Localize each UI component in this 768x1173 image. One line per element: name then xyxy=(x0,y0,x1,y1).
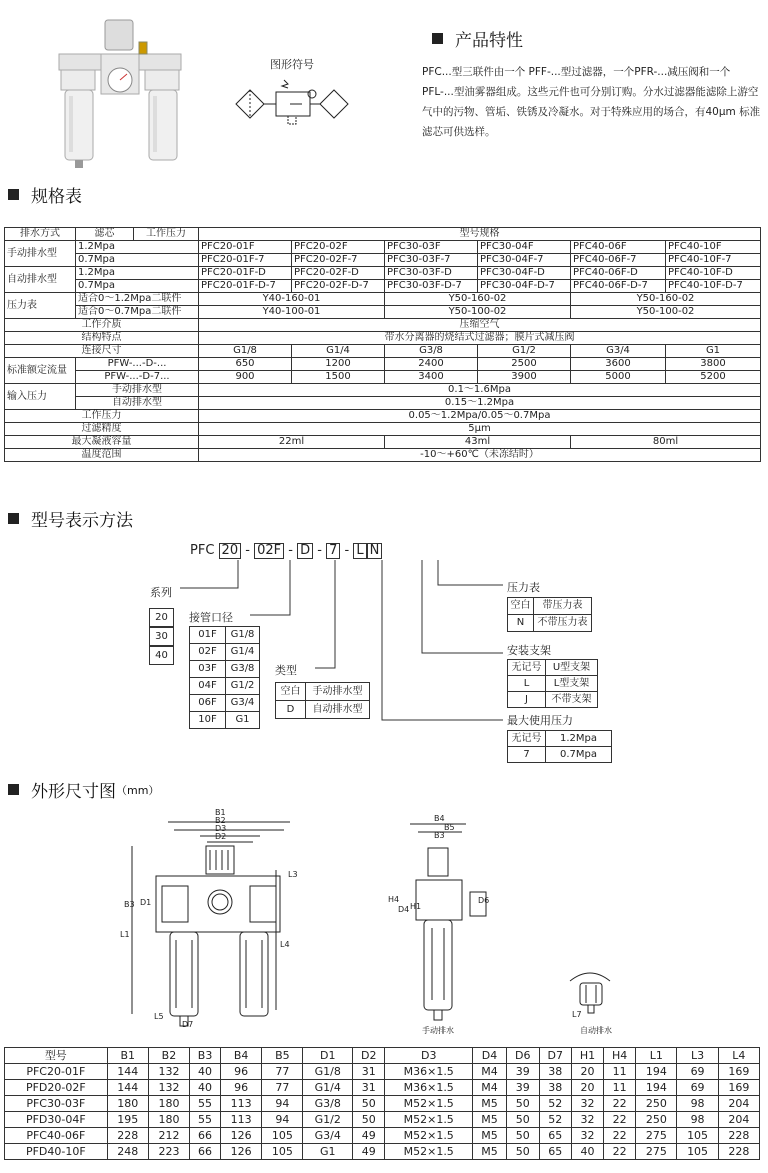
dims-cell: 132 xyxy=(148,1080,189,1096)
series-cell: 30 xyxy=(149,627,174,646)
manual-drain-label: 手动排水 xyxy=(422,1026,454,1035)
dims-cell: 228 xyxy=(718,1128,759,1144)
dims-cell: 105 xyxy=(677,1128,718,1144)
dims-cell: 39 xyxy=(507,1064,539,1080)
dims-cell: 22 xyxy=(604,1144,636,1160)
dims-cell: 180 xyxy=(148,1112,189,1128)
table-row: PFW-...-D-7... 900 1500 3400 3900 5000 5200 xyxy=(5,371,761,384)
dims-cell: 49 xyxy=(353,1144,385,1160)
dims-cell: 194 xyxy=(636,1064,677,1080)
dim-label: L1 xyxy=(120,930,130,939)
dims-cell: 38 xyxy=(539,1064,571,1080)
dims-cell: 275 xyxy=(636,1128,677,1144)
dims-cell: 40 xyxy=(190,1080,221,1096)
dims-cell: 126 xyxy=(221,1128,262,1144)
dims-cell: G3/8 xyxy=(303,1096,353,1112)
dims-cell: 94 xyxy=(262,1096,303,1112)
dimension-drawing xyxy=(110,800,530,1040)
dims-cell: 65 xyxy=(539,1128,571,1144)
table-row: 0.7Mpa PFC20-01F-D-7 PFC20-02F-D-7 PFC30-03F-D-7 PFC30-04F-D-7 PFC40-06F-D-7 PFC40-10F-D-7 xyxy=(5,280,761,293)
table-row: 0.7Mpa PFC20-01F-7 PFC20-02F-7 PFC30-03F-7 PFC30-04F-7 PFC40-06F-7 PFC40-10F-7 xyxy=(5,254,761,267)
dims-cell: 96 xyxy=(221,1080,262,1096)
dims-header-cell: D3 xyxy=(385,1048,473,1064)
table-row xyxy=(5,1080,760,1096)
bracket-table: 无记号 U型支架 L L型支架 J 不带支架 xyxy=(507,659,598,708)
dims-cell: 228 xyxy=(718,1144,759,1160)
dims-cell: M5 xyxy=(472,1144,506,1160)
dim-label: D1 xyxy=(140,898,152,907)
table-row: 温度范围 -10～+60℃（未冻结时） xyxy=(5,449,761,462)
series-cell: 40 xyxy=(149,646,174,665)
dim-label: H1 xyxy=(410,902,422,911)
dims-cell: M36×1.5 xyxy=(385,1080,473,1096)
dim-label: L4 xyxy=(280,940,290,949)
series-label: 系列 xyxy=(150,586,172,599)
dim-label: D7 xyxy=(182,1020,194,1029)
dims-cell: 50 xyxy=(353,1096,385,1112)
dims-cell: 194 xyxy=(636,1080,677,1096)
auto-drain-label: 自动排水 xyxy=(580,1026,612,1035)
dims-cell: 11 xyxy=(604,1064,636,1080)
dims-cell: M5 xyxy=(472,1096,506,1112)
dim-label: B5 xyxy=(444,823,455,832)
type-label: 类型 xyxy=(275,664,297,677)
dims-cell: M5 xyxy=(472,1128,506,1144)
table-row: 压力表 适合0～1.2Mpa二联件 Y40-160-01 Y50-160-02 Y50-160-02 xyxy=(5,293,761,306)
dims-cell: 69 xyxy=(677,1064,718,1080)
dims-heading: 外形尺寸图 （mm） xyxy=(8,777,159,802)
dims-cell: 275 xyxy=(636,1144,677,1160)
dims-cell: 32 xyxy=(571,1112,603,1128)
dims-cell: 32 xyxy=(571,1128,603,1144)
dims-cell: 40 xyxy=(571,1144,603,1160)
dims-cell: M4 xyxy=(472,1064,506,1080)
dims-cell: 248 xyxy=(107,1144,148,1160)
gauge-table: 空白 带压力表 N 不带压力表 xyxy=(507,597,592,632)
dims-cell: 52 xyxy=(539,1096,571,1112)
table-row: 工作压力 0.05～1.2Mpa/0.05～0.7Mpa xyxy=(5,410,761,423)
dims-header-cell: D1 xyxy=(303,1048,353,1064)
dims-header-cell: B5 xyxy=(262,1048,303,1064)
dims-cell: 180 xyxy=(148,1096,189,1112)
bracket-label: 安装支架 xyxy=(507,644,551,657)
dims-cell: 55 xyxy=(190,1096,221,1112)
dims-cell: PFC30-03F xyxy=(5,1096,108,1112)
dims-cell: 105 xyxy=(677,1144,718,1160)
dims-cell: 169 xyxy=(718,1064,759,1080)
table-row xyxy=(5,1144,760,1160)
features-heading: 产品特性 xyxy=(432,26,523,51)
dims-cell: 126 xyxy=(221,1144,262,1160)
dims-cell: 50 xyxy=(507,1112,539,1128)
dims-header-cell: D7 xyxy=(539,1048,571,1064)
dims-cell: 40 xyxy=(190,1064,221,1080)
spec-table: 排水方式 滤芯 工作压力 型号规格 手动排水型 1.2Mpa PFC20-01F PFC20-02F PFC30-03F PFC30-04F PFC40-06F PFC40-10F 0.7Mpa PFC20-01F-7 PFC20-02F-7 PFC30-03F-7 PFC30-04F-7 PFC40-06F-7 PFC40-10F-7 自动排水型 1.2Mpa PFC20-01F-D PFC20-02F-D PFC30-03F-D PFC30-04F-D PFC40-06F-D PFC40-10F-D 0.7Mpa PFC20-01F-D-7 PFC20-02F-D-7 PFC30-03F-D-7 PFC30-04F-D-7 PFC40-06F-D-7 PFC40-10F-D-7 压力表 适合0～1.2Mpa二联件 Y40-160-01 Y50-160-02 Y50-160-02 适合0～0.7Mpa二联件 Y40-100-01 Y50-100-02 Y50-100-02 工作介质 压缩空气 结构特点 带水分离器的烧结式过滤器；膜片式减压阀 连接尺寸 G1/8 G1/4 G3/8 G1/2 G3/4 G1 标准额定流量 PFW-...-D-... 650 1200 2400 2500 3600 3800 PFW-...-D-7... 900 1500 3400 3900 5000 5200 输入压力 手动排水型 0.1～1.6Mpa 自动排水型 0.15～1.2Mpa 工作压力 0.05～1.2Mpa/0.05～0.7Mpa 过滤精度 5μm 最大凝液容量 22ml 43ml 80ml 温度范围 -10～+60℃（未冻结时） xyxy=(4,227,761,462)
table-row xyxy=(5,1064,760,1080)
table-row: 标准额定流量 PFW-...-D-... 650 1200 2400 2500 3600 3800 xyxy=(5,358,761,371)
dims-cell: 144 xyxy=(107,1080,148,1096)
dims-cell: M52×1.5 xyxy=(385,1144,473,1160)
dims-header-cell: D2 xyxy=(353,1048,385,1064)
table-row: 适合0～0.7Mpa二联件 Y40-100-01 Y50-100-02 Y50-100-02 xyxy=(5,306,761,319)
dim-label: D6 xyxy=(478,896,490,905)
dims-cell: M36×1.5 xyxy=(385,1064,473,1080)
dims-cell: 66 xyxy=(190,1128,221,1144)
dims-header-cell: D6 xyxy=(507,1048,539,1064)
dims-cell: 195 xyxy=(107,1112,148,1128)
dims-cell: PFD20-02F xyxy=(5,1080,108,1096)
dims-header-cell: 型号 xyxy=(5,1048,108,1064)
dims-cell: 22 xyxy=(604,1112,636,1128)
pneumatic-symbol xyxy=(232,76,354,128)
dims-cell: 32 xyxy=(571,1096,603,1112)
table-row: 连接尺寸 G1/8 G1/4 G3/8 G1/2 G3/4 G1 xyxy=(5,345,761,358)
dims-cell: 22 xyxy=(604,1096,636,1112)
dims-cell: 250 xyxy=(636,1112,677,1128)
dims-cell: 52 xyxy=(539,1112,571,1128)
dims-header-cell: L3 xyxy=(677,1048,718,1064)
dims-cell: 169 xyxy=(718,1080,759,1096)
dim-label: L3 xyxy=(288,870,298,879)
dims-cell: M52×1.5 xyxy=(385,1128,473,1144)
dims-cell: G1/2 xyxy=(303,1112,353,1128)
product-photo xyxy=(55,14,185,172)
auto-drain-detail xyxy=(566,965,616,1021)
dim-label: D4 xyxy=(398,905,410,914)
dims-cell: 49 xyxy=(353,1128,385,1144)
dims-cell: 50 xyxy=(507,1096,539,1112)
dims-header-cell: H4 xyxy=(604,1048,636,1064)
dims-cell: 65 xyxy=(539,1144,571,1160)
table-row xyxy=(5,1128,760,1144)
dims-cell: 204 xyxy=(718,1112,759,1128)
dims-cell: 113 xyxy=(221,1112,262,1128)
dims-cell: 22 xyxy=(604,1128,636,1144)
dims-cell: 11 xyxy=(604,1080,636,1096)
pressure-table: 无记号 1.2Mpa 7 0.7Mpa xyxy=(507,730,612,763)
dims-cell: 223 xyxy=(148,1144,189,1160)
dims-cell: G3/4 xyxy=(303,1128,353,1144)
dims-cell: PFC20-01F xyxy=(5,1064,108,1080)
dims-cell: 98 xyxy=(677,1096,718,1112)
dims-cell: PFD30-04F xyxy=(5,1112,108,1128)
dims-cell: PFC40-06F xyxy=(5,1128,108,1144)
gauge-label: 压力表 xyxy=(507,581,540,594)
dims-cell: 212 xyxy=(148,1128,189,1144)
table-row xyxy=(5,1096,760,1112)
dims-header-cell: H1 xyxy=(571,1048,603,1064)
model-code: PFC 20 - 02F - D - 7 - L N xyxy=(190,543,382,559)
dims-cell: 50 xyxy=(507,1128,539,1144)
table-row xyxy=(5,1112,760,1128)
dims-cell: 228 xyxy=(107,1128,148,1144)
dims-cell: 250 xyxy=(636,1096,677,1112)
dims-cell: 105 xyxy=(262,1128,303,1144)
dim-label: B2 xyxy=(215,816,226,825)
dims-header-cell: B3 xyxy=(190,1048,221,1064)
dims-cell: M52×1.5 xyxy=(385,1096,473,1112)
dims-header-cell: D4 xyxy=(472,1048,506,1064)
dims-cell: 38 xyxy=(539,1080,571,1096)
dims-cell: 69 xyxy=(677,1080,718,1096)
spec-heading: 规格表 xyxy=(8,182,82,207)
dim-label: L7 xyxy=(572,1010,582,1019)
dims-cell: 113 xyxy=(221,1096,262,1112)
dims-header-cell: B1 xyxy=(107,1048,148,1064)
dim-label: B3 xyxy=(124,900,135,909)
dims-cell: M52×1.5 xyxy=(385,1112,473,1128)
table-row: 过滤精度 5μm xyxy=(5,423,761,436)
table-row: 最大凝液容量 22ml 43ml 80ml xyxy=(5,436,761,449)
dims-cell: 31 xyxy=(353,1080,385,1096)
features-text: PFC...型三联件由一个 PFF-...型过滤器，一个PFR-...减压阀和一个 PFL-...型油雾器组成。这些元件也可分别订购。分水过滤器能滤除上游空气中的污物、管垢、铁锈及冷凝水。对于特殊应用的场合，有40μm 标准滤芯可供选样。 xyxy=(422,66,761,138)
dims-cell: 96 xyxy=(221,1064,262,1080)
table-row: 结构特点 带水分离器的烧结式过滤器；膜片式减压阀 xyxy=(5,332,761,345)
dims-cell: 39 xyxy=(507,1080,539,1096)
dims-cell: 132 xyxy=(148,1064,189,1080)
table-row: 手动排水型 1.2Mpa PFC20-01F PFC20-02F PFC30-03F PFC30-04F PFC40-06F PFC40-10F xyxy=(5,241,761,254)
table-row: 输入压力 手动排水型 0.1～1.6Mpa xyxy=(5,384,761,397)
dims-cell: 77 xyxy=(262,1080,303,1096)
series-cell: 20 xyxy=(149,608,174,627)
dims-cell: 94 xyxy=(262,1112,303,1128)
dim-label: L5 xyxy=(154,1012,164,1021)
dim-label: H4 xyxy=(388,895,400,904)
table-row: 工作介质 压缩空气 xyxy=(5,319,761,332)
table-row: 自动排水型 1.2Mpa PFC20-01F-D PFC20-02F-D PFC30-03F-D PFC30-04F-D PFC40-06F-D PFC40-10F-D xyxy=(5,267,761,280)
table-row: 自动排水型 0.15～1.2Mpa xyxy=(5,397,761,410)
dims-cell: 180 xyxy=(107,1096,148,1112)
dims-cell: 98 xyxy=(677,1112,718,1128)
dims-cell: 31 xyxy=(353,1064,385,1080)
type-table: 空白 手动排水型 D 自动排水型 xyxy=(275,682,370,719)
dims-cell: 77 xyxy=(262,1064,303,1080)
dims-cell: G1/8 xyxy=(303,1064,353,1080)
pressure-label: 最大使用压力 xyxy=(507,714,573,727)
dims-header-cell: L4 xyxy=(718,1048,759,1064)
dim-label: D2 xyxy=(215,832,227,841)
dim-label: B1 xyxy=(215,808,226,817)
symbol-label: 图形符号 xyxy=(270,58,314,71)
dims-cell: 105 xyxy=(262,1144,303,1160)
dims-cell: M4 xyxy=(472,1080,506,1096)
dims-cell: G1 xyxy=(303,1144,353,1160)
port-label: 接管口径 xyxy=(189,611,233,624)
dim-label: B3 xyxy=(434,831,445,840)
dims-cell: 50 xyxy=(507,1144,539,1160)
dims-cell: 144 xyxy=(107,1064,148,1080)
dims-cell: 50 xyxy=(353,1112,385,1128)
model-heading: 型号表示方法 xyxy=(8,506,133,531)
dims-header-cell: L1 xyxy=(636,1048,677,1064)
dims-cell: 204 xyxy=(718,1096,759,1112)
port-table: 01F G1/8 02F G1/4 03F G3/8 04F G1/2 06F G3/4 10F G1 xyxy=(189,626,260,729)
dims-cell: 55 xyxy=(190,1112,221,1128)
dims-cell: PFD40-10F xyxy=(5,1144,108,1160)
dims-table xyxy=(4,1047,760,1160)
dims-cell: 66 xyxy=(190,1144,221,1160)
dims-cell: 20 xyxy=(571,1080,603,1096)
dim-label: B4 xyxy=(434,814,445,823)
dims-cell: M5 xyxy=(472,1112,506,1128)
dim-label: D3 xyxy=(215,824,227,833)
dims-cell: G1/4 xyxy=(303,1080,353,1096)
dims-header-cell: B4 xyxy=(221,1048,262,1064)
dims-cell: 20 xyxy=(571,1064,603,1080)
dims-header-cell: B2 xyxy=(148,1048,189,1064)
